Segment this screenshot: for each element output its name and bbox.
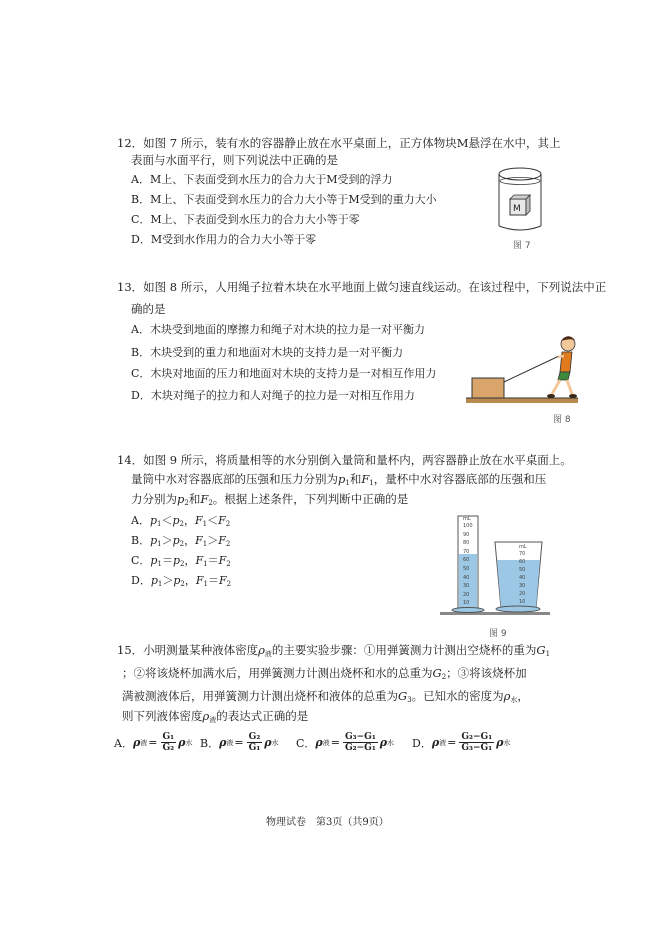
q13-option-d: D．木块对绳子的拉力和人对绳子的拉力是一对相互作用力 bbox=[131, 389, 415, 402]
q13-option-c: C．木块对地面的压力和地面对木块的支持力是一对相互作用力 bbox=[131, 367, 437, 380]
q15-line2: ；②将该烧杯加满水后，用弹簧测力计测出烧杯和水的总重为$G_2$；③将该烧杯加 bbox=[122, 666, 527, 681]
block-m-label: M bbox=[513, 204, 521, 214]
q14-option-c: C．$p_1=p_2$，$F_1=F_2$ bbox=[131, 554, 231, 568]
q15-option-b: B． ρ 液 = $\frac{\text{G₂}}{\text{G₁}}$ ρ 水 bbox=[200, 732, 279, 753]
q14-option-d: D．$p_1>p_2$，$F_1=F_2$ bbox=[131, 574, 232, 588]
beaker-ticks: 70 60 50 40 30 20 10 bbox=[519, 551, 526, 605]
q13-option-b: B．木块受到的重力和地面对木块的支持力是一对平衡力 bbox=[131, 346, 404, 359]
beaker-scale bbox=[519, 544, 531, 604]
figure-8-caption: 图 8 bbox=[553, 415, 571, 425]
cylinder-ticks: 100 90 80 70 60 50 40 30 20 10 bbox=[463, 523, 473, 607]
figure-9-cylinder-and-beaker bbox=[440, 508, 550, 618]
q15-option-c: C． ρ 液 = $\frac{\text{G₃−G₁}}{\text{G₂−G₁}}$ ρ 水 bbox=[296, 732, 395, 753]
q12-stem-line1: 12．如图 7 所示，装有水的容器静止放在水平桌面上，正方体物块M悬浮在水中，其上 bbox=[117, 136, 561, 150]
q14-stem-line3: 力分别为$p_2$和$F_2$。根据上述条件，下列判断中正确的是 bbox=[131, 492, 409, 507]
q15-option-a: A． ρ 液 = $\frac{\text{G₁}}{\text{G₂}}$ ρ 水 bbox=[114, 732, 193, 753]
q15-option-d: D． ρ 液 = $\frac{\text{G₂−G₁}}{\text{G₃−G₁}}$ ρ 水 bbox=[412, 732, 511, 753]
q13-stem-line1: 13．如图 8 所示，人用绳子拉着木块在水平地面上做匀速直线运动。在该过程中，下列说法中正 bbox=[117, 280, 607, 294]
q14-stem-line1: 14．如图 9 所示，将质量相等的水分别倒入量筒和量杯内，两容器静止放在水平桌面上。 bbox=[117, 453, 572, 467]
beaker-unit: mL bbox=[519, 544, 527, 550]
q12-option-d: D．M受到水作用力的合力大小等于零 bbox=[131, 233, 317, 246]
q14-stem-line2: 量筒中水对容器底部的压强和压力分别为$p_1$和$F_1$，量杯中水对容器底部的压强和压 bbox=[131, 472, 547, 487]
q14-option-b: B．$p_1>p_2$，$F_1>F_2$ bbox=[131, 534, 231, 548]
q12-option-b: B．M上、下表面受到水压力的合力大小等于M受到的重力大小 bbox=[131, 193, 437, 206]
q15-line3: 满被测液体后，用弹簧测力计测出烧杯和液体的总重为$G_3$。已知水的密度为$\rho_水$， bbox=[122, 689, 529, 704]
q12-option-a: A．M上、下表面受到水压力的合力大于M受到的浮力 bbox=[131, 173, 393, 186]
q13-stem-line2: 确的是 bbox=[131, 302, 166, 316]
q12-option-c: C．M上、下表面受到水压力的合力大小等于零 bbox=[131, 213, 360, 226]
q15-line1: 15．小明测量某种液体密度$\rho_液$的主要实验步骤：①用弹簧测力计测出空烧杯的重为$G_1$ bbox=[117, 643, 551, 658]
cylinder-unit: mL bbox=[463, 516, 471, 522]
figure-8-person-pulling-block bbox=[464, 330, 580, 408]
figure-9-caption: 图 9 bbox=[489, 629, 507, 639]
q14-option-a: A．$p_1<p_2$，$F_1<F_2$ bbox=[131, 514, 231, 528]
q15-line4: 则下列液体密度$\rho_液$的表达式正确的是 bbox=[122, 709, 309, 724]
figure-7-container bbox=[496, 166, 546, 234]
figure-7-caption: 图 7 bbox=[513, 241, 531, 251]
q13-option-a: A．木块受到地面的摩擦力和绳子对木块的拉力是一对平衡力 bbox=[131, 323, 425, 336]
cylinder-scale bbox=[463, 516, 477, 610]
q12-stem-line2: 表面与水面平行，则下列说法中正确的是 bbox=[131, 153, 338, 167]
page-footer: 物理试卷 第3页（共9页） bbox=[266, 817, 389, 828]
